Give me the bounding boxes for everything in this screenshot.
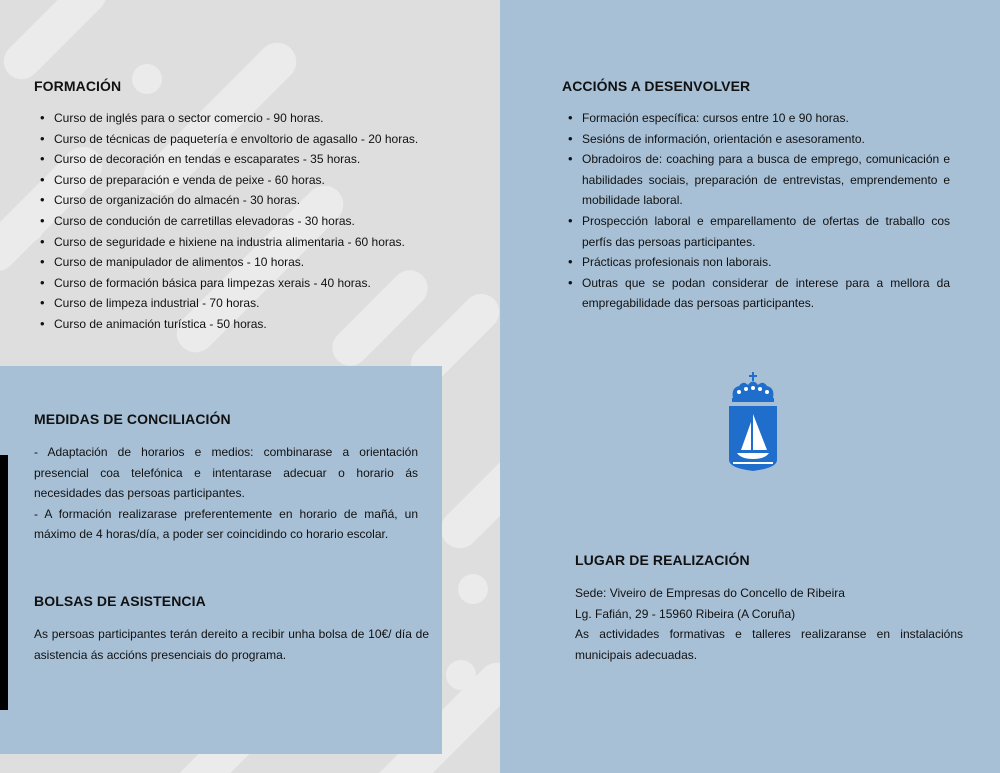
list-item: • Formación específica: cursos entre 10 e 90 horas. (562, 108, 950, 129)
lugar-address-line: Lg. Fafián, 29 - 15960 Ribeira (A Coruña) (575, 606, 796, 621)
list-item: • Curso de condución de carretillas elevadoras - 30 horas. (34, 211, 454, 232)
formacion-list (34, 108, 454, 335)
conciliacion-heading: MEDIDAS DE CONCILIACIÓN (34, 411, 231, 427)
list-item: • Outras que se podan considerar de interese para a mellora da empregabilidade das persoas participantes. (562, 273, 950, 314)
conciliacion-paragraph: - A formación realizarase preferentemente en horario de mañá, un máximo de 4 horas/día, a poder ser coincidindo co horario escolar. (34, 506, 418, 542)
list-item: • Curso de decoración en tendas e escaparates - 35 horas. (34, 149, 454, 170)
accions-heading: ACCIÓNS A DESENVOLVER (562, 78, 751, 94)
list-item: • Sesións de información, orientación e asesoramento. (562, 129, 950, 150)
list-item: • Curso de formación básica para limpezas xerais - 40 horas. (34, 273, 454, 294)
list-item: • Prácticas profesionais non laborais. (562, 252, 950, 273)
list-item: • Obradoiros de: coaching para a busca de emprego, comunicación e habilidades sociais, preparación de entrevistas, emprendemento e mobilidade laboral. (562, 149, 950, 211)
list-item: • Curso de organización do almacén - 30 horas. (34, 190, 454, 211)
list-item: • Curso de animación turística - 50 horas. (34, 314, 454, 335)
lugar-description: As actividades formativas e talleres realizaranse en instalacións municipais adecuadas. (575, 627, 963, 662)
conciliacion-text (34, 442, 418, 545)
list-item: • Curso de seguridade e hixiene na industria alimentaria - 60 horas. (34, 232, 454, 253)
list-item: • Prospección laboral e emparellamento de ofertas de traballo cos perfís das persoas participantes. (562, 211, 950, 252)
list-item: • Curso de técnicas de paquetería e envoltorio de agasallo - 20 horas. (34, 129, 454, 150)
accions-list (562, 108, 950, 314)
conciliacion-paragraph: - Adaptación de horarios e medios: combinarase a orientación presencial coa telefónica e intentarase adecuar o horario ás necesidades das persoas participantes. (34, 445, 418, 501)
list-item: • Curso de manipulador de alimentos - 10 horas. (34, 252, 454, 273)
formacion-heading: FORMACIÓN (34, 78, 122, 94)
list-item: • Curso de preparación e venda de peixe - 60 horas. (34, 170, 454, 191)
lugar-text (575, 583, 963, 665)
list-item: • Curso de limpeza industrial - 70 horas. (34, 293, 454, 314)
bolsas-text: As persoas participantes terán dereito a recibir unha bolsa de 10€/ día de asistencia ás accións presenciais do programa. (34, 627, 429, 662)
list-item: • Curso de inglés para o sector comercio - 90 horas. (34, 108, 454, 129)
left-edge-bar (0, 455, 8, 710)
lugar-address-line: Sede: Viveiro de Empresas do Concello de Ribeira (575, 586, 845, 600)
bolsas-heading: BOLSAS DE ASISTENCIA (34, 593, 206, 609)
lugar-heading: LUGAR DE REALIZACIÓN (575, 552, 750, 568)
ribeira-coat-of-arms-icon (723, 372, 783, 472)
